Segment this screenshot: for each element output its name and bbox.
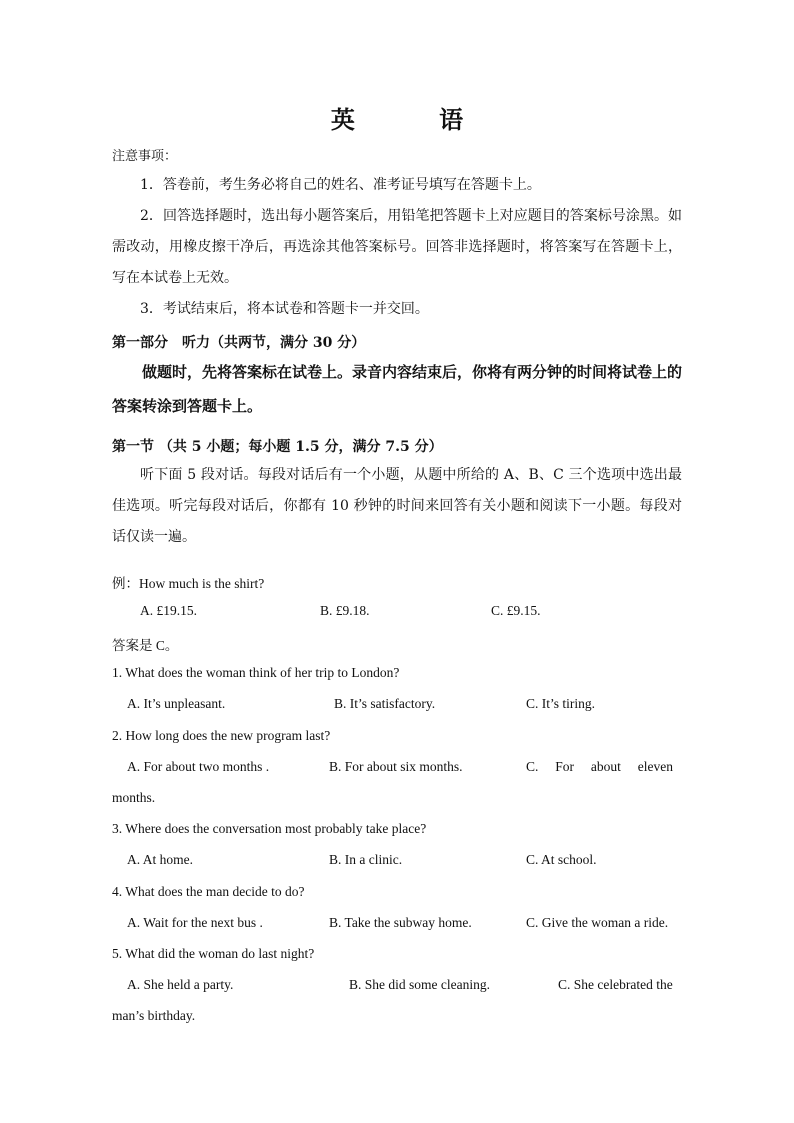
question-4-option-b: B. Take the subway home. bbox=[329, 915, 472, 930]
part1-heading: 第一部分 听力（共两节，满分 30 分） bbox=[112, 335, 366, 351]
example-answer: 答案是 C。 bbox=[112, 638, 179, 653]
question-4: 4. What does the man decide to do? bbox=[112, 884, 305, 899]
question-1: 1. What does the woman think of her trip to London? bbox=[112, 665, 400, 680]
question-2-option-c: C. For about eleven bbox=[526, 759, 673, 774]
notice-item-3: 3．考试结束后，将本试卷和答题卡一并交回。 bbox=[140, 301, 429, 317]
example-option-b: B. £9.18. bbox=[320, 603, 370, 618]
question-2-option-b: B. For about six months. bbox=[329, 759, 463, 774]
question-2-option-a: A. For about two months . bbox=[127, 759, 270, 774]
question-1-option-a: A. It’s unpleasant. bbox=[127, 696, 226, 711]
question-5-option-a: A. She held a party. bbox=[127, 977, 234, 992]
example-question: 例：How much is the shirt? bbox=[112, 576, 265, 591]
question-4-option-c: C. Give the woman a ride. bbox=[526, 915, 669, 930]
example-option-c: C. £9.15. bbox=[491, 603, 541, 618]
question-5-option-b: B. She did some cleaning. bbox=[349, 977, 490, 992]
question-5: 5. What did the woman do last night? bbox=[112, 946, 315, 961]
question-5-option-c-cont: man’s birthday. bbox=[112, 1008, 196, 1023]
section1-heading: 第一节 （共 5 小题；每小题 1.5 分，满分 7.5 分） bbox=[112, 439, 443, 455]
question-1-option-b: B. It’s satisfactory. bbox=[334, 696, 436, 711]
question-3-option-a: A. At home. bbox=[127, 852, 193, 867]
part1-instruction: 做题时，先将答案标在试卷上。录音内容结束后，你将有两分钟的时间将试卷上的答案转涂到答题卡上。 bbox=[112, 363, 683, 415]
question-5-option-c: C. She celebrated the bbox=[558, 977, 673, 992]
section1-instruction: 听下面 5 段对话。每段对话后有一个小题，从题中所给的 A、B、C 三个选项中选出最佳选项。听完每段对话后，你都有 10 秒钟的时间来回答有关小题和阅读下一小题。每段对话仅读一遍。 bbox=[112, 467, 682, 545]
notice-item-2: 2．回答选择题时，选出每小题答案后，用铅笔把答题卡上对应题目的答案标号涂黑。如需改动，用橡皮擦干净后，再选涂其他答案标号。回答非选择题时，将答案写在答题卡上，写在本试卷上无效。 bbox=[112, 208, 682, 286]
question-3: 3. Where does the conversation most probably take place? bbox=[112, 821, 427, 836]
notice-item-1: 1．答卷前，考生务必将自己的姓名、准考证号填写在答题卡上。 bbox=[140, 177, 541, 193]
question-2: 2. How long does the new program last? bbox=[112, 728, 331, 743]
example-option-a: A. £19.15. bbox=[140, 603, 197, 618]
question-4-option-a: A. Wait for the next bus . bbox=[127, 915, 263, 930]
page-title: 英 语 bbox=[330, 105, 502, 134]
question-2-option-c-cont: months. bbox=[112, 790, 156, 805]
question-3-option-c: C. At school. bbox=[526, 852, 597, 867]
notice-label: 注意事项： bbox=[112, 149, 178, 164]
question-1-option-c: C. It’s tiring. bbox=[526, 696, 596, 711]
question-3-option-b: B. In a clinic. bbox=[329, 852, 403, 867]
